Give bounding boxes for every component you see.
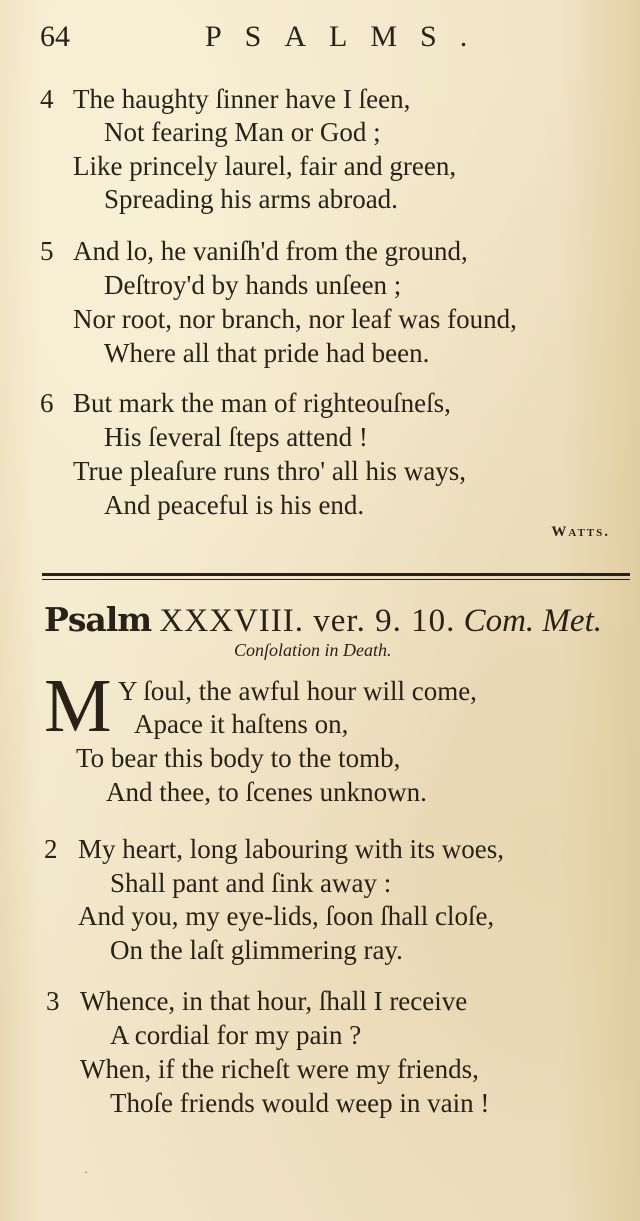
psalm-number: XXXVIII. ver. 9. 10. — [159, 603, 456, 639]
verse-line: Whence, in that hour, ſhall I receive — [80, 986, 468, 1016]
ink-speck: · — [84, 1165, 88, 1179]
verse-line: And lo, he vaniſh'd from the ground, — [73, 236, 468, 266]
stanza-number: 4 — [40, 84, 54, 114]
verse-line: Not fearing Man or God ; — [104, 117, 381, 147]
verse-line: Deſtroy'd by hands unſeen ; — [104, 270, 402, 300]
page-number: 64 — [40, 20, 70, 53]
verse-line: Y ſoul, the awful hour will come, — [118, 676, 477, 706]
page-header — [0, 18, 640, 58]
verse-line: And thee, to ſcenes unknown. — [106, 777, 427, 807]
verse-line: The haughty ſinner have I ſeen, — [73, 84, 411, 114]
verse-line: But mark the man of righteouſneſs, — [73, 388, 451, 418]
verse-line: Apace it haſtens on, — [134, 709, 349, 739]
running-head: PSALMS. — [205, 20, 491, 53]
verse-line: And peaceful is his end. — [104, 490, 365, 520]
section-divider — [42, 573, 630, 576]
stanza-number: 3 — [46, 986, 60, 1016]
psalm-meter: Com. Met. — [463, 603, 602, 639]
verse-line: My heart, long labouring with its woes, — [78, 834, 504, 864]
verse-line: On the laſt glimmering ray. — [110, 935, 403, 965]
psalm-subtitle: Conſolation in Death. — [234, 640, 392, 660]
verse-line: And you, my eye-lids, ſoon ſhall cloſe, — [78, 901, 495, 931]
verse-line: Shall pant and ſink away : — [110, 868, 392, 898]
drop-cap: M — [44, 664, 112, 748]
verse-line: A cordial for my pain ? — [110, 1020, 362, 1050]
stanza-number: 5 — [40, 236, 54, 266]
verse-line: His ſeveral ſteps attend ! — [104, 422, 368, 452]
verse-line: Thoſe friends would weep in vain ! — [110, 1088, 490, 1118]
verse-line: Like princely laurel, fair and green, — [73, 151, 457, 181]
verse-line: Nor root, nor branch, nor leaf was found, — [73, 304, 517, 334]
stanza-number: 6 — [40, 388, 54, 418]
stanza-number: 2 — [44, 834, 58, 864]
verse-line: To bear this body to the tomb, — [76, 743, 401, 773]
verse-line: True pleaſure runs thro' all his ways, — [73, 456, 467, 486]
psalm-heading — [44, 600, 634, 640]
section-divider-thin — [42, 579, 630, 580]
psalm-word: Psalm — [44, 600, 152, 639]
author-attribution: Watts. — [551, 524, 610, 540]
verse-line: Where all that pride had been. — [104, 338, 430, 368]
verse-line: Spreading his arms abroad. — [104, 184, 398, 214]
verse-line: When, if the richeſt were my friends, — [80, 1054, 479, 1084]
